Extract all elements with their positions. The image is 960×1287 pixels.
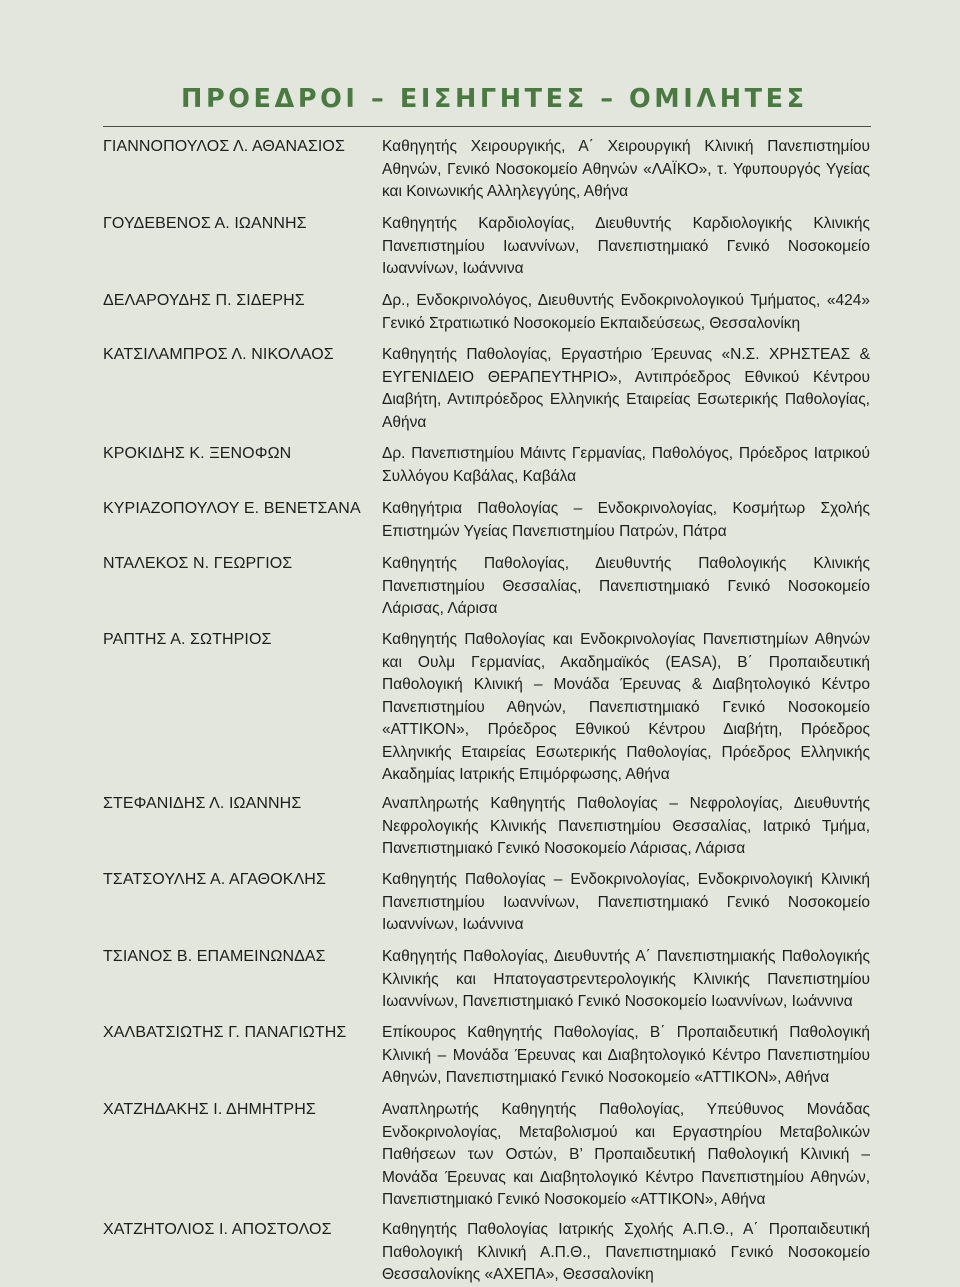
speaker-name: ΔΕΛΑΡΟΥΔΗΣ Π. ΣΙΔΕΡΗΣ: [103, 292, 305, 309]
speaker-description: Δρ., Ενδοκρινολόγος, Διευθυντής Ενδοκρινολογικού Τμήματος, «424» Γενικό Στρατιωτικό Νοσοκομείο Εκπαιδεύσεως, Θεσσαλονίκη: [382, 292, 870, 332]
speaker-description: Καθηγητής Καρδιολογίας, Διευθυντής Καρδιολογικής Κλινικής Πανεπιστημίου Ιωαννίνων, Πανεπιστημιακό Γενικό Νοσοκομείο Ιωαννίνων, Ιωάννινα: [382, 215, 870, 277]
speaker-name: ΧΑΤΖΗΤΟΛΙΟΣ Ι. ΑΠΟΣΤΟΛΟΣ: [103, 1221, 332, 1238]
speaker-description: Καθηγητής Παθολογίας και Ενδοκρινολογίας Πανεπιστημίων Αθηνών και Ουλμ Γερμανίας, Ακαδημαϊκός (EASA), Β΄ Προπαιδευτική Παθολογική Κλινική – Μονάδα Έρευνας & Διαβητολογικό Κέντρο Πανεπιστημίου Αθηνών, Πανεπιστημιακό Γενικό Νοσοκομείο «ΑΤΤΙΚΟΝ», Πρόεδρος Εθνικού Κέντρου Διαβήτη, Πρόεδρος Ελληνικής Εταιρείας Εσωτερικής Παθολογίας, Πρόεδρος Ελληνικής Ακαδημίας Ιατρικής Επιμόρφωσης, Αθήνα: [382, 631, 870, 783]
speaker-description: Επίκουρος Καθηγητής Παθολογίας, Β΄ Προπαιδευτική Παθολογική Κλινική – Μονάδα Έρευνας και Διαβητολογικό Κέντρο Πανεπιστημίου Αθηνών, Πανεπιστημιακό Γενικό Νοσοκομείο «ΑΤΤΙΚΟΝ», Αθήνα: [382, 1024, 870, 1086]
speaker-description: Καθηγητής Παθολογίας – Ενδοκρινολογίας, Ενδοκρινολογική Κλινική Πανεπιστημίου Ιωαννίνων, Πανεπιστημιακό Γενικό Νοσοκομείο Ιωαννίνων, Ιωάννινα: [382, 871, 870, 933]
speaker-name: ΚΥΡΙΑΖΟΠΟΥΛΟΥ Ε. ΒΕΝΕΤΣΑΝΑ: [103, 500, 361, 517]
speaker-name: ΚΡΟΚΙΔΗΣ Κ. ΞΕΝΟΦΩΝ: [103, 445, 292, 462]
speaker-description: Καθηγητής Παθολογίας, Διευθυντής Α΄ Πανεπιστημιακής Παθολογικής Κλινικής και Ηπατογαστρεντερολογικής Κλινικής Πανεπιστημίου Ιωαννίνων, Πανεπιστημιακό Γενικό Νοσοκομείο Ιωαννίνων, Ιωάννινα: [382, 948, 870, 1010]
speaker-description: Καθηγητής Παθολογίας, Εργαστήριο Έρευνας «Ν.Σ. ΧΡΗΣΤΕΑΣ & ΕΥΓΕΝΙΔΕΙΟ ΘΕΡΑΠΕΥΤΗΡΙΟ», Αντιπρόεδρος Εθνικού Κέντρου Διαβήτη, Αντιπρόεδρος Ελληνικής Εταιρείας Εσωτερικής Παθολογίας, Αθήνα: [382, 346, 870, 431]
speaker-name: ΧΑΤΖΗΔΑΚΗΣ Ι. ΔΗΜΗΤΡΗΣ: [103, 1101, 316, 1118]
speaker-name: ΤΣΙΑΝΟΣ Β. ΕΠΑΜΕΙΝΩΝΔΑΣ: [103, 948, 326, 965]
speaker-description: Δρ. Πανεπιστημίου Μάιντς Γερμανίας, Παθολόγος, Πρόεδρος Ιατρικού Συλλόγου Καβάλας, Καβάλα: [382, 445, 870, 485]
speaker-name: ΣΤΕΦΑΝΙΔΗΣ Λ. ΙΩΑΝΝΗΣ: [103, 795, 302, 812]
speaker-description: Καθηγητής Παθολογίας, Διευθυντής Παθολογικής Κλινικής Πανεπιστημίου Θεσσαλίας, Πανεπιστημιακό Γενικό Νοσοκομείο Λάρισας, Λάρισα: [382, 555, 870, 617]
speaker-name: ΤΣΑΤΣΟΥΛΗΣ Α. ΑΓΑΘΟΚΛΗΣ: [103, 871, 326, 888]
speaker-description: Αναπληρωτής Καθηγητής Παθολογίας – Νεφρολογίας, Διευθυντής Νεφρολογικής Κλινικής Πανεπιστημίου Θεσσαλίας, Ιατρικό Τμήμα, Πανεπιστημιακό Γενικό Νοσοκομείο Λάρισας, Λάρισα: [382, 795, 870, 857]
page-title: ΠΡΟΕΔΡΟΙ – ΕΙΣΗΓΗΤΕΣ – ΟΜΙΛΗΤΕΣ: [181, 84, 808, 114]
speaker-description: Καθηγητής Παθολογίας Ιατρικής Σχολής Α.Π.Θ., Α΄ Προπαιδευτική Παθολογική Κλινική Α.Π.Θ., Πανεπιστημιακό Γενικό Νοσοκομείο Θεσσαλονίκης «ΑΧΕΠΑ», Θεσσαλονίκη: [382, 1221, 870, 1283]
speaker-name: ΓΙΑΝΝΟΠΟΥΛΟΣ Λ. ΑΘΑΝΑΣΙΟΣ: [103, 138, 345, 155]
speaker-description: Αναπληρωτής Καθηγητής Παθολογίας, Υπεύθυνος Μονάδας Ενδοκρινολογίας, Μεταβολισμού και Εργαστηρίου Μεταβολικών Παθήσεων των Οστών, Β’ Προπαιδευτική Παθολογική Κλινική – Μονάδα Έρευνας και Διαβητολογικό Κέντρο Πανεπιστημίου Αθηνών, Πανεπιστημιακό Γενικό Νοσοκομείο «ΑΤΤΙΚΟΝ», Αθήνα: [382, 1101, 870, 1208]
speaker-description: Καθηγήτρια Παθολογίας – Ενδοκρινολογίας, Κοσμήτωρ Σχολής Επιστημών Υγείας Πανεπιστημίου Πατρών, Πάτρα: [382, 500, 870, 540]
speaker-name: ΚΑΤΣΙΛΑΜΠΡΟΣ Λ. ΝΙΚΟΛΑΟΣ: [103, 346, 334, 363]
speaker-name: ΧΑΛΒΑΤΣΙΩΤΗΣ Γ. ΠΑΝΑΓΙΩΤΗΣ: [103, 1024, 347, 1041]
speaker-name: ΡΑΠΤΗΣ Α. ΣΩΤΗΡΙΟΣ: [103, 631, 272, 648]
speaker-description: Καθηγητής Χειρουργικής, Α΄ Χειρουργική Κλινική Πανεπιστημίου Αθηνών, Γενικό Νοσοκομείο Αθηνών «ΛΑΪΚΟ», τ. Υφυπουργός Υγείας και Κοινωνικής Αλληλεγγύης, Αθήνα: [382, 138, 870, 200]
speaker-name: ΝΤΑΛΕΚΟΣ Ν. ΓΕΩΡΓΙΟΣ: [103, 555, 293, 572]
speaker-name: ΓΟΥΔΕΒΕΝΟΣ Α. ΙΩΑΝΝΗΣ: [103, 215, 307, 232]
